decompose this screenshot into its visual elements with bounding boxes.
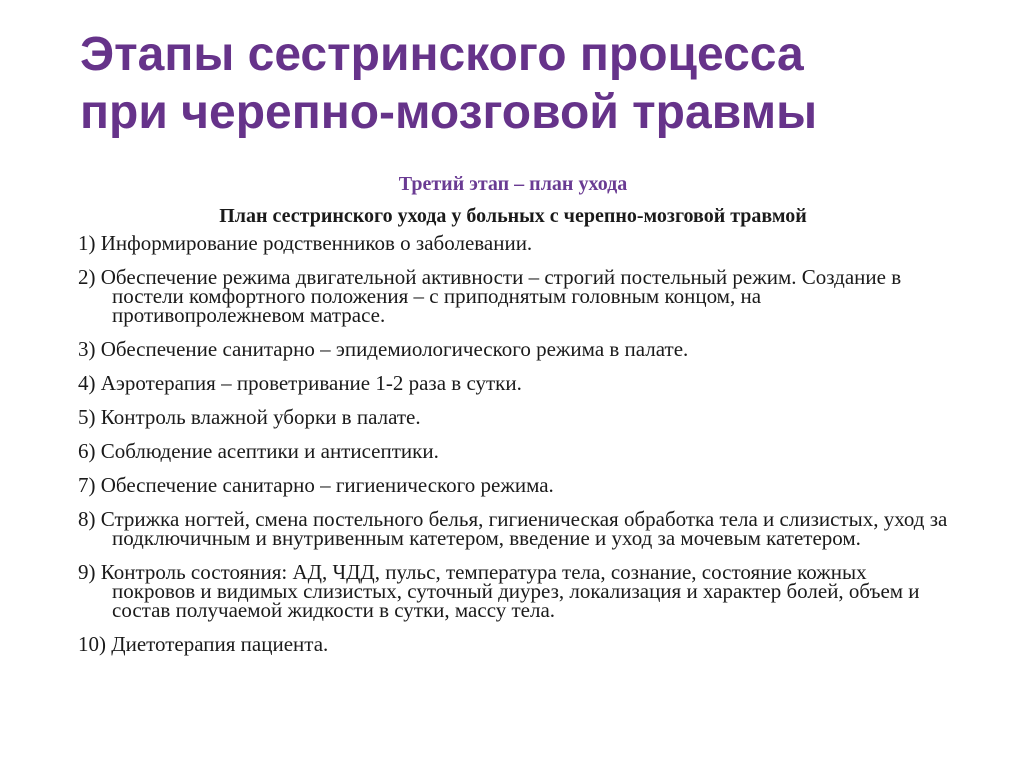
list-item (78, 231, 948, 255)
item-number: 2) (78, 265, 96, 289)
item-number: 8) (78, 507, 96, 531)
list-item (78, 632, 948, 656)
list-item (78, 371, 948, 395)
item-number: 3) (78, 337, 96, 361)
item-number: 6) (78, 439, 96, 463)
list-item (78, 507, 948, 550)
list-item (78, 439, 948, 463)
item-text: Обеспечение режима двигательной активности – строгий постельный режим. Создание в постели комфортного положения – с приподнятым головным концом, на противопролежневом матрасе. (100, 265, 902, 327)
item-number: 4) (78, 371, 96, 395)
item-text: Контроль состояния: АД, ЧДД, пульс, температура тела, сознание, состояние кожных покровов и видимых слизистых, суточный диурез, локализация и характер болей, объем и состав получаемой жидкости в сутки, массу тела. (100, 560, 920, 622)
item-number: 7) (78, 473, 96, 497)
stage-subtitle: Третий этап – план ухода (398, 173, 628, 195)
item-text: Соблюдение асептики и антисептики. (100, 439, 439, 463)
item-number: 10) (78, 632, 106, 656)
item-text: Обеспечение санитарно – гигиенического режима. (100, 473, 554, 497)
item-text: Диетотерапия пациента. (111, 632, 329, 656)
item-number: 9) (78, 560, 96, 584)
list-item (78, 473, 948, 497)
slide-title-line-1: Этапы сестринского процесса (80, 28, 804, 81)
item-text: Стрижка ногтей, смена постельного белья, гигиеническая обработка тела и слизистых, уход за подключичным и внутривенным катетером, введение и уход за мочевым катетером. (100, 507, 948, 550)
plan-heading: План сестринского ухода у больных с черепно-мозговой травмой (219, 205, 807, 227)
item-number: 1) (78, 231, 96, 255)
item-text: Обеспечение санитарно – эпидемиологического режима в палате. (100, 337, 689, 361)
care-plan-list (78, 231, 948, 656)
list-item (78, 405, 948, 429)
item-text: Аэротерапия – проветривание 1-2 раза в сутки. (100, 371, 522, 395)
slide-content (78, 172, 948, 669)
list-item (78, 337, 948, 361)
slide-title (80, 26, 980, 142)
list-item (78, 560, 948, 622)
item-number: 5) (78, 405, 96, 429)
item-text: Контроль влажной уборки в палате. (100, 405, 421, 429)
list-item (78, 265, 948, 327)
slide-title-line-2: при черепно-мозговой травмы (80, 86, 818, 139)
item-text: Информирование родственников о заболевании. (100, 231, 533, 255)
